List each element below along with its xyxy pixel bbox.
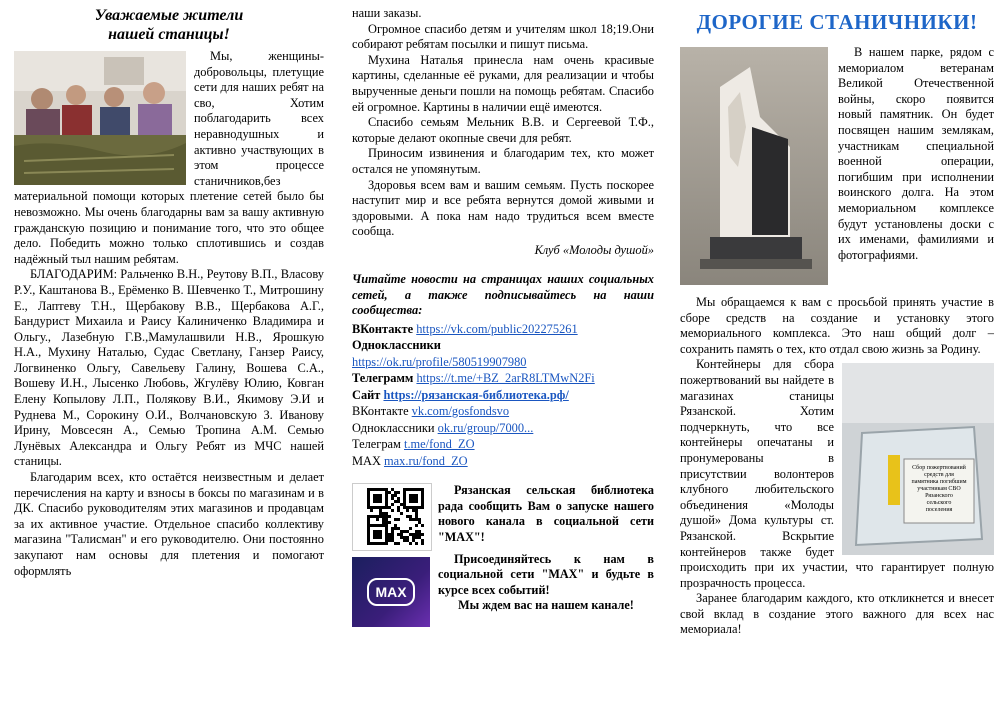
- schools-paragraph: Огромное спасибо детям и учителям школ 18;19.Они собирают ребятам посылки и пишут письма.: [352, 21, 654, 52]
- title-line-2: нашей станицы!: [108, 26, 230, 43]
- memorial-paragraph-2: Мы обращаемся к вам с просьбой принять участие в сборе средств на создание и установку этого мемориального комплекса. Это наш общий долг – сохранить память о тех, кто отдал свою жизнь за Родину.: [680, 295, 994, 356]
- social-link-label: Одноклассники: [352, 420, 438, 435]
- thanks-list: БЛАГОДАРИМ: Ральченко В.Н., Реутову В.П., Власову Р.У., Каштанова В., Ерёменко В. Шевченко Т., Митрошину Е., Лаптеву Т.Н., Щербакову В.В., Щербакова А.Г., Бандурист Михаила и Раису Калиниченко Владимира и Ольгу., Лазебную Г.В.,Мамулашвили Н.В., Ярошкую Н.А., Мухину Наталью, Судас Светлану, Ганзер Раису, Логвиненко Ольгу, Савельеву Галину, Вошева С.А., Вошеву И.Н., Лысенко Любовь, Жгулёву Юлию, Ковган Елену Копылову Л.П., Полякову В.И., Якимову Э.И и Руднева М., Сорокину О.И., Волчановскую З. Иванову Ирину, Мовсесян А., Семью Тропина А.М. Семью Лунёвых Александра и Ольгу Ребят из МЧС нашей станицы.: [14, 267, 324, 469]
- social-link-row: [352, 321, 654, 338]
- volunteers-weaving-photo: [14, 51, 186, 185]
- social-link-row: [352, 436, 654, 453]
- continuation-text: наши заказы.: [352, 6, 422, 20]
- social-intro: Читайте новости на страницах наших социальных сетей, а также подписывайтесь на наши сообщества:: [352, 271, 654, 318]
- social-link-row: [352, 370, 654, 387]
- candles-paragraph: Спасибо семьям Мельник В.В. и Сергеевой Т.Ф., которые делают окопные свечи для ребят.: [352, 115, 654, 145]
- memorial-title: ДОРОГИЕ СТАНИЧНИКИ!: [696, 10, 978, 34]
- announcement-1: Рязанская сельская библиотека рада сообщить Вам о запуске нашего нового канала в социальной сети "MAX"!: [438, 483, 654, 544]
- social-link-label: Телеграмм: [352, 371, 417, 386]
- social-link-url[interactable]: https://vk.com/public202275261: [416, 321, 578, 336]
- announcement-2: Присоединяйтесь к нам в социальной сети "MAX" и будьте в курсе всех событий!: [438, 551, 654, 597]
- social-link-url[interactable]: vk.com/gosfondsvo: [411, 404, 510, 419]
- social-link-label: Сайт: [352, 387, 384, 402]
- max-announcement: [352, 483, 654, 643]
- social-links-list: [352, 321, 654, 470]
- social-link-url[interactable]: t.me/fond_ZO: [404, 437, 475, 452]
- qr-code-icon[interactable]: [352, 483, 432, 551]
- apology-paragraph: Приносим извинения и благодарим тех, кто может остался не упомянутым.: [352, 146, 654, 176]
- volunteers-paragraph-2: Благодарим всех, кто остаётся неизвестным и делает перечисления на карту и взносы в боксы по магазинам и в ДК. Спасибо руководителям этих магазинов и продавцам за их активное участие. Отдельное спасибо коллективу магазина "Талисман" и его руководителю. Они постоянно закупают нам основы для плетения и помогают оформлять: [14, 470, 324, 578]
- social-link-label: Одноклассники: [352, 338, 441, 353]
- social-link-row: [352, 337, 654, 354]
- donation-box-label: Сбор пожертвований средств для памятника погибшим участникам СВО Рязанского сельского поселения: [911, 465, 967, 514]
- max-logo-text: MAX: [367, 578, 414, 606]
- social-link-label: MAX: [352, 453, 385, 468]
- social-link-url[interactable]: https://t.me/+BZ_2arR8LTMwN2Fi: [416, 371, 595, 386]
- announcement-3: Мы ждем вас на нашем канале!: [458, 598, 634, 613]
- social-link-row: [352, 403, 654, 420]
- social-link-url[interactable]: ok.ru/group/7000...: [437, 420, 534, 435]
- column-volunteers: [0, 0, 336, 712]
- donation-box-photo: [842, 363, 994, 555]
- volunteers-title: [14, 6, 324, 44]
- social-link-row: [352, 387, 654, 404]
- memorial-paragraph-1: В нашем парке, рядом с мемориалом ветеранам Великой Отечественной войны, скоро появится новый памятник. Он будет посвящен нашим землякам, участникам специальной военной операции, погибшим при исполнении воинского долга. На этом мемориальном комплексе будут установлены доски с их именами, фамилиями и фотографиями.: [838, 45, 994, 262]
- column-memorial: [668, 0, 1004, 712]
- paintings-paragraph: Мухина Наталья принесла нам очень красивые картины, сделанные её руками, для реализации и чтобы вырученные деньги пошли на помощь ребятам. Спасибо ей огромное. Картины в наличии ещё имеются.: [352, 52, 654, 114]
- social-link-row: [352, 453, 654, 470]
- column-thanks-social: [346, 0, 660, 712]
- club-signature: Клуб «Молоды душой»: [534, 242, 654, 257]
- social-link-row: [352, 354, 654, 371]
- memorial-paragraph-3: Контейнеры для сбора пожертвований вы найдете в магазинах станицы Рязанской. Хотим подчеркнуть, что все контейнеры опечатаны и пронумерованы в присутствии волонтеров клубного любительского объединения «Молоды душой» Дома культуры ст. Рязанской. Вскрытие контейнеров также будет происходить при их участии, что гарантирует полную прозрачность процесса.: [680, 357, 994, 590]
- social-link-url[interactable]: https://рязанская-библиотека.рф/: [383, 387, 569, 402]
- social-link-row: [352, 420, 654, 437]
- social-link-url[interactable]: https://ok.ru/profile/580519907980: [352, 354, 527, 369]
- monument-photo: [680, 47, 828, 285]
- announcement-text: [438, 483, 654, 614]
- max-logo-icon: [352, 557, 430, 627]
- social-link-label: ВКонтакте: [352, 404, 412, 419]
- social-link-label: Телеграм: [352, 437, 404, 452]
- memorial-paragraph-4: Заранее благодарим каждого, кто откликнется и внесет свой вклад в создание этого важного для всех нас мемориала!: [680, 591, 994, 637]
- volunteers-paragraph-1: Мы, женщины-добровольцы, плетущие сети для наших ребят на сво, Хотим поблагодарить всех неравнодушных и активно участвующих в этом процессе станичников,без материальной помощи которых плетение сетей было бы невозможно. Мы очень благодарны вам за вашу активную гражданскую позицию и понимание того, что это общее дело. Победить можно только сплотившись и создав надёжный тыл нашим ребятам.: [14, 49, 324, 266]
- social-link-label: ВКонтакте: [352, 321, 417, 336]
- social-link-url[interactable]: max.ru/fond_ZO: [384, 453, 468, 468]
- wishes-paragraph: Здоровья всем вам и вашим семьям. Пусть поскорее наступит мир и все ребята вернутся домой живыми и здоровыми. А пока нам надо трудиться всем вместе сообща.: [352, 177, 654, 239]
- title-line-1: Уважаемые жители: [94, 7, 244, 24]
